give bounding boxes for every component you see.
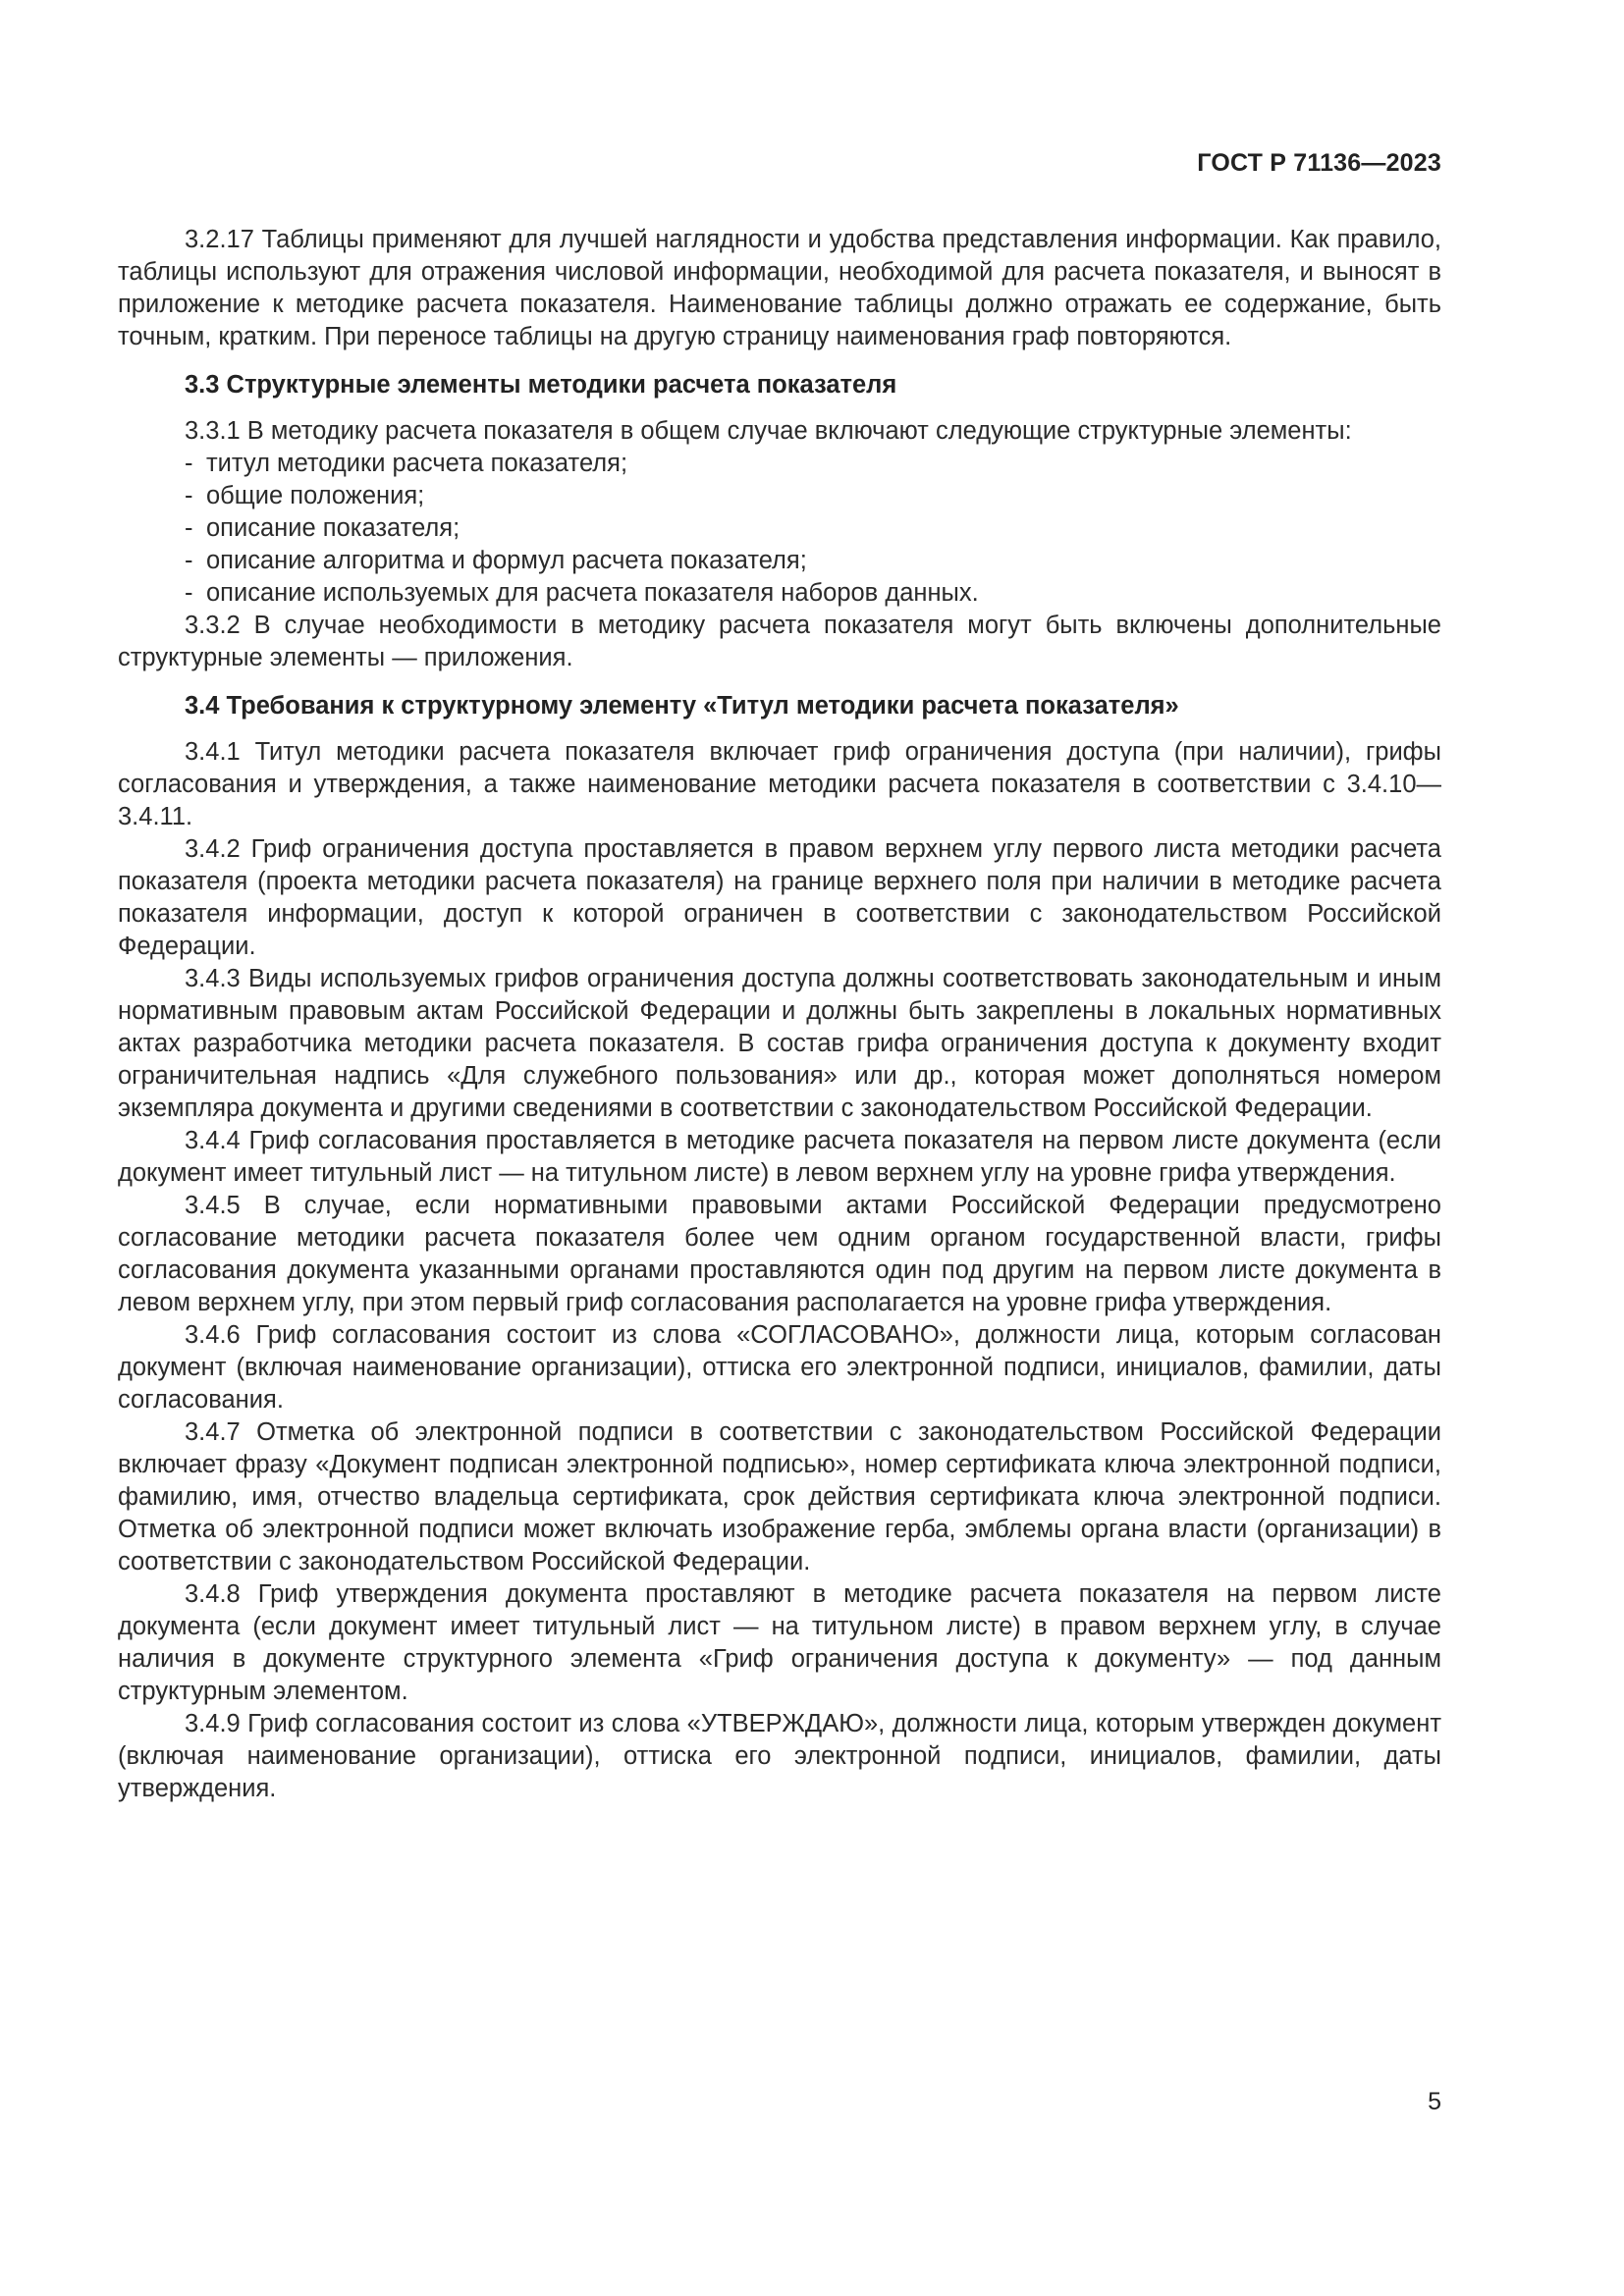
list-dash: -: [185, 547, 193, 574]
paragraph-3-4-4: 3.4.4 Гриф согласования проставляется в методике расчета показателя на первом листе документа (если документ имеет титульный лист — на титульном листе) в левом верхнем углу на уровне грифа утверждения.: [118, 1127, 1441, 1187]
paragraph-3-4-7: 3.4.7 Отметка об электронной подписи в соответствии с законодательством Российской Федерации включает фразу «Документ подписан электронной подписью», номер сертификата ключа электронной подписи, фамилию, имя, отчество владельца сертификата, срок действия сертификата ключа электронной подписи. Отметка об электронной подписи может включать изображение герба, эмблемы органа власти (организации) в соответствии с законодательством Российской Федерации.: [118, 1418, 1441, 1575]
paragraph-3-3-1: 3.3.1 В методику расчета показателя в общем случае включают следующие структурные элементы:: [185, 417, 1352, 445]
list-item: [185, 512, 1441, 545]
paragraph-3-4-3: 3.4.3 Виды используемых грифов ограничения доступа должны соответствовать законодательным и иным нормативным правовым актам Российской Федерации и должны быть закреплены в локальных нормативных актах разработчика методики расчета показателя. В состав грифа ограничения доступа к документу входит ограничительная надпись «Для служебного пользования» или др., которая может дополняться номером экземпляра документа и другими сведениями в соответствии с законодательством Российской Федерации.: [118, 965, 1441, 1122]
paragraph-3-3-2: 3.3.2 В случае необходимости в методику расчета показателя могут быть включены дополнительные структурные элементы — приложения.: [118, 612, 1441, 671]
section-heading-3-3: 3.3 Структурные элементы методики расчета показателя: [185, 371, 897, 399]
list-dash: -: [185, 514, 193, 542]
list-item-text: описание используемых для расчета показателя наборов данных.: [206, 579, 979, 607]
paragraph-3-4-6: 3.4.6 Гриф согласования состоит из слова «СОГЛАСОВАНО», должности лица, которым согласован документ (включая наименование организации), оттиска его электронной подписи, инициалов, фамилии, даты согласования.: [118, 1321, 1441, 1414]
structural-elements-list: [118, 448, 1441, 610]
document-body: [118, 224, 1441, 1805]
list-item-text: общие положения;: [206, 482, 425, 509]
paragraph-3-4-5: 3.4.5 В случае, если нормативными правовыми актами Российской Федерации предусмотрено согласование методики расчета показателя более чем одним органом государственной власти, грифы согласования документа указанными органами проставляются один под другим на первом листе документа в левом верхнем углу, при этом первый гриф согласования располагается на уровне грифа утверждения.: [118, 1192, 1441, 1316]
paragraph-3-2-17: 3.2.17 Таблицы применяют для лучшей наглядности и удобства представления информации. Как правило, таблицы используют для отражения числовой информации, необходимой для расчета показателя, и выносят в приложение к методике расчета показателя. Наименование таблицы должно отражать ее содержание, быть точным, кратким. При переносе таблицы на другую страницу наименования граф повторяются.: [118, 226, 1441, 350]
list-item-text: описание алгоритма и формул расчета показателя;: [206, 547, 807, 574]
list-item: [185, 545, 1441, 577]
list-dash: -: [185, 450, 193, 477]
paragraph-3-4-8: 3.4.8 Гриф утверждения документа проставляют в методике расчета показателя на первом листе документа (если документ имеет титульный лист — на титульном листе) в правом верхнем углу, в случае наличия в документе структурного элемента «Гриф ограничения доступа к документу» — под данным структурным элементом.: [118, 1580, 1441, 1705]
page-number: 5: [1428, 2088, 1441, 2115]
list-dash: -: [185, 579, 193, 607]
paragraph-3-4-9: 3.4.9 Гриф согласования состоит из слова «УТВЕРЖДАЮ», должности лица, которым утвержден документ (включая наименование организации), оттиска его электронной подписи, инициалов, фамилии, даты утверждения.: [118, 1710, 1441, 1802]
list-item-text: титул методики расчета показателя;: [206, 450, 628, 477]
list-item-text: описание показателя;: [206, 514, 460, 542]
paragraph-3-4-2: 3.4.2 Гриф ограничения доступа проставляется в правом верхнем углу первого листа методики расчета показателя (проекта методики расчета показателя) на границе верхнего поля при наличии в методике расчета показателя информации, доступ к которой ограничен в соответствии с законодательством Российской Федерации.: [118, 835, 1441, 960]
list-item: [185, 480, 1441, 512]
list-item: [185, 448, 1441, 480]
list-item: [185, 577, 1441, 610]
section-heading-3-4: 3.4 Требования к структурному элементу «Титул методики расчета показателя»: [185, 692, 1179, 720]
document-code-header: ГОСТ Р 71136—2023: [1197, 149, 1441, 177]
list-dash: -: [185, 482, 193, 509]
paragraph-3-4-1: 3.4.1 Титул методики расчета показателя включает гриф ограничения доступа (при наличии), грифы согласования и утверждения, а также наименование методики расчета показателя в соответствии с 3.4.10—3.4.11.: [118, 738, 1441, 830]
